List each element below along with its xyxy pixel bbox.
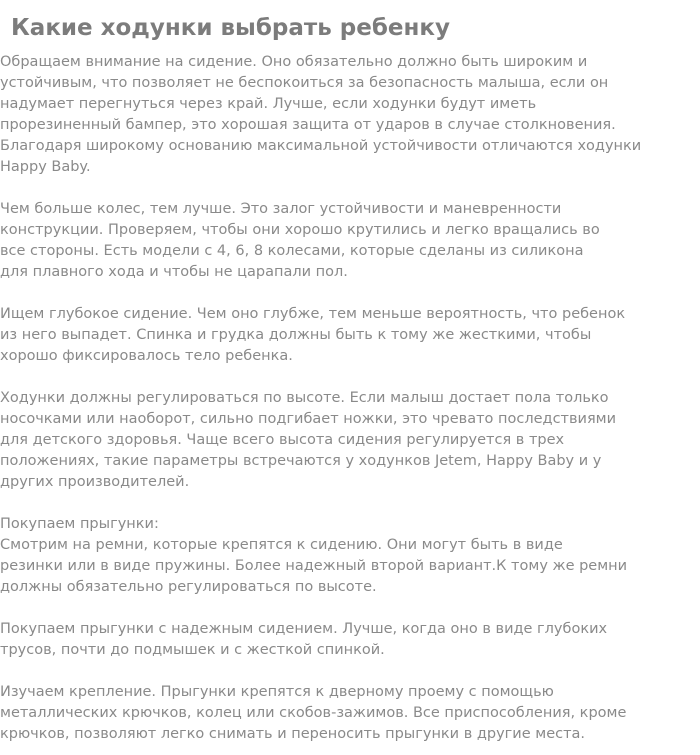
text-line: Чем больше колес, тем лучше. Это залог устойчивости и маневренности	[0, 201, 562, 217]
text-line: для детского здоровья. Чаще всего высота сидения регулируется в трех	[0, 432, 565, 448]
text-line: Изучаем крепление. Прыгунки крепятся к дверному проему с помощью	[0, 684, 554, 700]
paragraph-height	[0, 388, 616, 493]
text-line: конструкции. Проверяем, чтобы они хорошо крутились и легко вращались во	[0, 222, 600, 238]
text-line: устойчивым, что позволяет не беспокоиться за безопасность малыша, если он	[0, 75, 609, 91]
text-line: трусов, почти до подмышек и с жесткой спинкой.	[0, 642, 385, 658]
text-line: металлических крючков, колец или скобов-зажимов. Все приспособления, кроме	[0, 705, 627, 721]
text-line: все стороны. Есть модели с 4, 6, 8 колесами, которые сделаны из силикона	[0, 243, 584, 259]
text-line: Ищем глубокое сидение. Чем оно глубже, тем меньше вероятность, что ребенок	[0, 306, 626, 322]
text-line: Смотрим на ремни, которые крепятся к сидению. Они могут быть в виде	[0, 537, 563, 553]
text-line: Благодаря широкому основанию максимальной устойчивости отличаются ходунки	[0, 138, 642, 154]
text-line: для плавного хода и чтобы не царапали пол.	[0, 264, 348, 280]
text-line: Покупаем прыгунки:	[0, 516, 159, 532]
paragraph-wheels	[0, 199, 600, 283]
text-line: Обращаем внимание на сидение. Оно обязательно должно быть широким и	[0, 54, 588, 70]
text-line: прорезиненный бампер, это хорошая защита от ударов в случае столкновения.	[0, 117, 616, 133]
paragraph-seat	[0, 52, 641, 178]
text-line: Покупаем прыгунки с надежным сидением. Лучше, когда оно в виде глубоких	[0, 621, 608, 637]
paragraph-deep-seat	[0, 304, 625, 367]
text-line: надумает перегнуться через край. Лучше, если ходунки будут иметь	[0, 96, 537, 112]
text-line: крючков, позволяют легко снимать и переносить прыгунки в другие места.	[0, 726, 586, 742]
text-line: носочками или наоборот, сильно подгибает ножки, это чревато последствиями	[0, 411, 617, 427]
paragraph-jumpers-seat	[0, 619, 607, 661]
text-line: из него выпадет. Спинка и грудка должны быть к тому же жесткими, чтобы	[0, 327, 592, 343]
article-title: Какие ходунки выбрать ребенку	[11, 15, 450, 41]
paragraph-mounting	[0, 682, 626, 745]
paragraph-jumpers-straps	[0, 514, 627, 598]
text-line: должны обязательно регулироваться по высоте.	[0, 579, 377, 595]
text-line: Happy Baby.	[0, 159, 91, 175]
text-line: Ходунки должны регулироваться по высоте. Если малыш достает пола только	[0, 390, 609, 406]
text-line: хорошо фиксировалось тело ребенка.	[0, 348, 293, 364]
text-line: положениях, такие параметры встречаются у ходунков Jetem, Happy Baby и у	[0, 453, 602, 469]
text-line: резинки или в виде пружины. Более надежный второй вариант.К тому же ремни	[0, 558, 628, 574]
text-line: других производителей.	[0, 474, 190, 490]
